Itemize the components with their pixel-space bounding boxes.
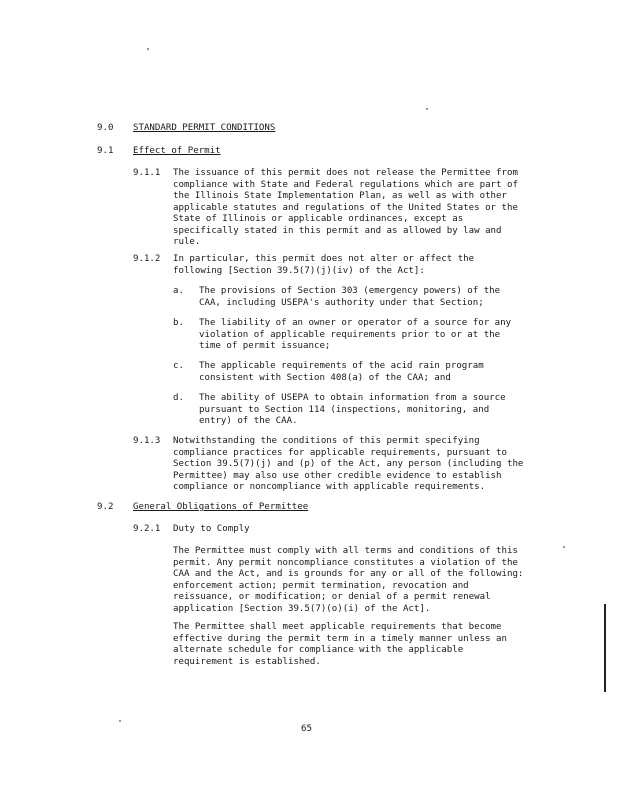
text-line: The Permittee must comply with all terms and conditions of this <box>173 546 518 556</box>
text-line: The applicable requirements of the acid rain program <box>199 361 484 371</box>
list-item-a-text <box>199 286 500 309</box>
condition-9-1-2-text <box>173 254 474 277</box>
text-line: applicable statutes and regulations of the United States or the <box>173 202 518 213</box>
list-letter-d: d. <box>173 393 184 403</box>
text-line: The provisions of Section 303 (emergency powers) of the <box>199 286 501 296</box>
text-line: application [Section 39.5(7)(o)(i) of the Act]. <box>173 603 431 614</box>
condition-9-2-1-number: 9.2.1 <box>133 524 161 534</box>
page-number: 65 <box>301 724 312 734</box>
text-line: Section 39.5(7)(j) and (p) of the Act, any person (including the <box>173 459 524 469</box>
text-line: The ability of USEPA to obtain information from a source <box>199 393 506 403</box>
condition-9-1-2-number: 9.1.2 <box>133 254 161 264</box>
text-line: effective during the permit term in a timely manner unless an <box>173 633 507 644</box>
text-line: pursuant to Section 114 (inspections, monitoring, and <box>199 404 490 415</box>
text-line: State of Illinois or applicable ordinances, except as <box>173 214 464 224</box>
scan-speck <box>426 108 428 110</box>
section-9-2-number: 9.2 <box>97 502 114 512</box>
text-line: Notwithstanding the conditions of this permit specifying <box>173 436 480 446</box>
duty-to-comply-paragraph-2 <box>173 622 507 668</box>
text-line: permit. Any permit noncompliance constitutes a violation of the <box>173 557 518 568</box>
text-line: time of permit issuance; <box>199 341 331 351</box>
text-line: following [Section 39.5(7)(j)(iv) of the Act]: <box>173 265 425 276</box>
text-line: The Permittee shall meet applicable requirements that become <box>173 622 502 632</box>
text-line: compliance with State and Federal regulations which are part of <box>173 179 518 190</box>
list-item-b-text <box>199 318 511 353</box>
text-line: alternate schedule for compliance with the applicable <box>173 645 464 655</box>
scan-speck <box>119 720 121 722</box>
text-line: violation of applicable requirements prior to or at the <box>199 329 501 340</box>
condition-9-2-1-title: Duty to Comply <box>173 524 250 534</box>
text-line: consistent with Section 408(a) of the CAA; and <box>199 372 451 383</box>
text-line: entry) of the CAA. <box>199 416 298 426</box>
list-letter-b: b. <box>173 318 184 328</box>
condition-9-1-1-text <box>173 168 518 249</box>
duty-to-comply-paragraph-1 <box>173 546 523 615</box>
text-line: reissuance, or modification; or denial of a permit renewal <box>173 592 491 602</box>
text-line: requirement is established. <box>173 656 321 667</box>
list-item-d-text <box>199 393 506 428</box>
text-line: Permittee) may also use other credible evidence to establish <box>173 470 502 481</box>
text-line: the Illinois State Implementation Plan, as well as with other <box>173 191 507 201</box>
text-line: CAA and the Act, and is grounds for any or all of the following: <box>173 569 524 579</box>
revision-bar <box>604 604 606 692</box>
list-item-c-text <box>199 361 484 384</box>
text-line: In particular, this permit does not alter or affect the <box>173 254 475 264</box>
section-9-1-title: Effect of Permit <box>133 146 221 156</box>
text-line: The liability of an owner or operator of a source for any <box>199 318 512 328</box>
section-9-1-number: 9.1 <box>97 146 114 156</box>
text-line: CAA, including USEPA's authority under that Section; <box>199 297 484 308</box>
scan-speck <box>147 48 149 50</box>
text-line: enforcement action; permit termination, revocation and <box>173 580 469 591</box>
text-line: The issuance of this permit does not release the Permittee from <box>173 168 518 178</box>
text-line: specifically stated in this permit and as allowed by law and <box>173 225 502 236</box>
section-9-2-title: General Obligations of Permittee <box>133 502 309 512</box>
condition-9-1-3-text <box>173 436 523 494</box>
list-letter-a: a. <box>173 286 184 296</box>
condition-9-1-3-number: 9.1.3 <box>133 436 161 446</box>
section-9-0-number: 9.0 <box>97 123 114 133</box>
list-letter-c: c. <box>173 361 184 371</box>
section-9-0-title: STANDARD PERMIT CONDITIONS <box>133 123 276 133</box>
condition-9-1-1-number: 9.1.1 <box>133 168 161 178</box>
text-line: rule. <box>173 237 201 247</box>
text-line: compliance or noncompliance with applicable requirements. <box>173 482 486 492</box>
scan-speck <box>563 546 565 548</box>
text-line: compliance practices for applicable requirements, pursuant to <box>173 447 507 458</box>
